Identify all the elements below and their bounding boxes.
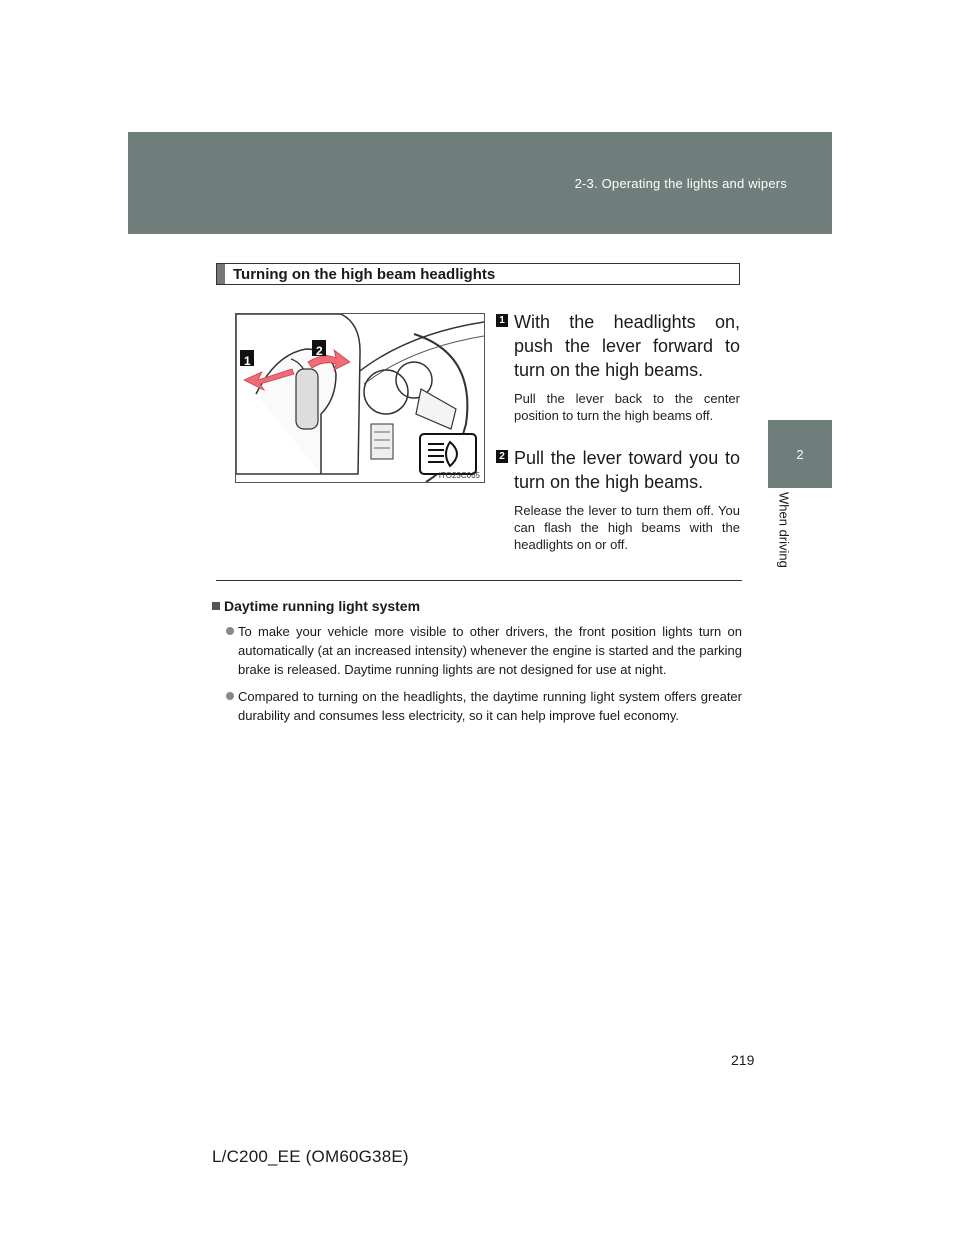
footer-code: L/C200_EE (OM60G38E) (212, 1147, 409, 1166)
bullet-dot-icon (226, 692, 234, 700)
callout-2: 2 (316, 344, 323, 358)
step-1-text: With the headlights on, push the lever forward to turn on the high beams. (514, 312, 740, 380)
step-1-note: Pull the lever back to the center position to turn the high beams off. (514, 391, 740, 423)
step-2-badge: 2 (496, 450, 508, 463)
step-2-note: Release the lever to turn them off. You can flash the high beams with the headlights on or off. (514, 503, 740, 552)
lever-stalk (296, 369, 318, 429)
step-1-badge: 1 (496, 314, 508, 327)
page-number: 219 (731, 1052, 755, 1068)
notes-heading-text: Daytime running light system (224, 598, 421, 614)
chapter-tab (768, 420, 832, 488)
note-bullet-1-text: To make your vehicle more visible to other drivers, the front position lights turn on automatically (at an increased intensity) whenever the engine is started and the parking brake is released. Daytime running lights are not designed for use at night. (238, 624, 742, 677)
step-2 (496, 446, 740, 553)
section-title-box (216, 263, 740, 285)
notes-block (212, 598, 742, 725)
section-divider (216, 580, 742, 581)
header-band (128, 132, 832, 234)
notes-heading (212, 598, 742, 614)
lever-drawing (236, 314, 484, 482)
chapter-label: When driving (776, 492, 792, 568)
header-section-title: 2-3. Operating the lights and wipers (574, 176, 787, 191)
note-bullet-1 (226, 622, 742, 679)
note-bullet-2 (226, 687, 742, 725)
chapter-number: 2 (796, 446, 804, 462)
bullet-dot-icon (226, 627, 234, 635)
figure-code: ITO23C065 (438, 471, 480, 480)
callout-1: 1 (244, 354, 251, 368)
title-accent-bar (217, 264, 225, 284)
lever-illustration (235, 313, 485, 483)
square-bullet-icon (212, 602, 220, 610)
section-title: Turning on the high beam headlights (233, 265, 496, 283)
step-1 (496, 310, 740, 424)
note-bullet-2-text: Compared to turning on the headlights, the daytime running light system offers greater durability and consumes less electricity, so it can help improve fuel economy. (238, 689, 742, 723)
step-2-text: Pull the lever toward you to turn on the high beams. (514, 448, 740, 492)
